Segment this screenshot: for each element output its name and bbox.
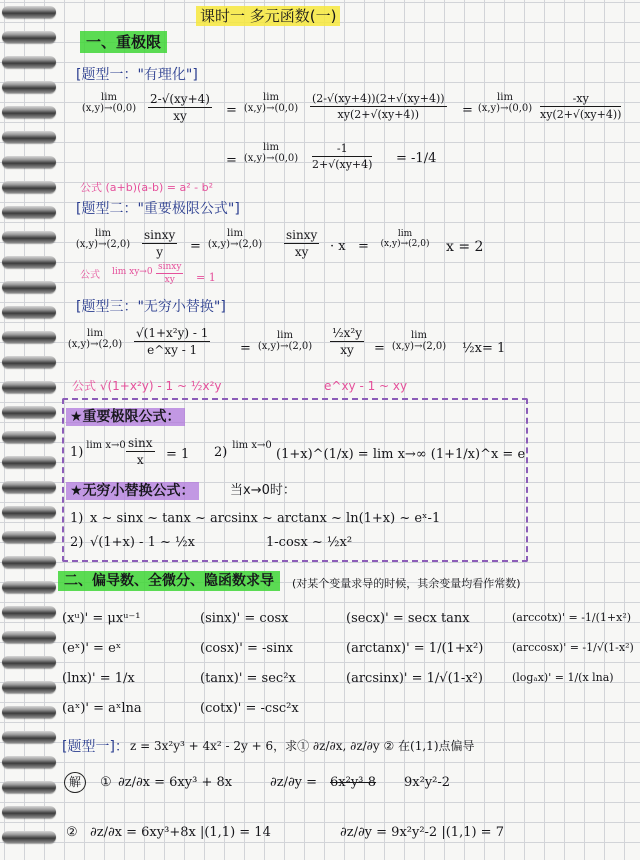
type1-frac4 <box>312 142 372 171</box>
type1-note-text: (a+b)(a-b) = a² - b² <box>105 181 214 194</box>
type1-lim1-sub: (x,y)→(0,0) <box>81 103 137 114</box>
derivative-formula: (tanx)' = sec²x <box>200 671 296 686</box>
binding-ring <box>2 231 56 243</box>
formula-idx2: 2) <box>70 535 84 550</box>
type1-lim1: lim (x,y)→(0,0) <box>74 92 144 114</box>
type2-label: [题型二："重要极限公式"] <box>76 201 240 217</box>
type2-note-frac-num: sinxy <box>158 262 182 272</box>
eq-sign: = <box>374 341 385 356</box>
type1-frac3-num: -xy <box>540 92 621 107</box>
formula-sub2a: √(1+x) - 1 ~ ½x <box>90 535 195 550</box>
formula-sub2b: 1-cosx ~ ½x² <box>266 535 353 550</box>
solution2-dzdy: ∂z/∂y = 9x²y²-2 |(1,1) = 7 <box>340 825 504 840</box>
derivative-formula: (cotx)' = -csc²x <box>200 701 299 716</box>
example-text: z = 3x²y³ + 4x² - 2y + 6，求① ∂z/∂x, ∂z/∂y ② 在(1,1)点偏导 <box>130 739 475 753</box>
section1-heading <box>80 34 167 51</box>
solution1-dzdx: ∂z/∂x = 6xy³ + 8x <box>118 775 233 790</box>
type3-note2: e^xy - 1 ~ xy <box>324 379 408 393</box>
type2-frac2-den: xy <box>294 245 309 259</box>
solution1-index: ① <box>100 775 112 790</box>
type3-lim3-sub: (x,y)→(2,0) <box>391 341 447 352</box>
binding-ring <box>2 831 56 843</box>
type3-frac1-den: e^xy - 1 <box>147 343 198 357</box>
section1-heading-text: 一、重极限 <box>80 31 167 53</box>
derivative-formula: (eˣ)' = eˣ <box>62 641 122 656</box>
type2-lim1: lim (x,y)→(2,0) <box>68 228 138 250</box>
binding-ring <box>2 331 56 343</box>
type1-frac1-num: 2-√(xy+4) <box>150 92 210 106</box>
binding-ring <box>2 481 56 493</box>
type1-frac2-den: xy(2+√(xy+4)) <box>337 108 419 121</box>
type1-frac1-den: xy <box>173 109 187 123</box>
type2-note-lim: lim xy→0 <box>112 267 153 277</box>
derivative-formula: (aˣ)' = aˣlna <box>62 701 142 716</box>
type1-lim2-sub: (x,y)→(0,0) <box>243 103 299 114</box>
type1-frac3 <box>540 92 621 121</box>
formula1-result: = 1 <box>166 447 190 462</box>
formula-heading1 <box>66 410 185 425</box>
formula2-lim: lim x→0 <box>232 440 272 451</box>
type2-lim3: lim (x,y)→(2,0) <box>368 230 442 250</box>
type1-lim4-sub: (x,y)→(0,0) <box>243 153 299 164</box>
type3-lim1: lim (x,y)→(2,0) <box>60 328 130 350</box>
type3-note <box>72 380 221 393</box>
type2-times-x: · x <box>330 239 346 254</box>
binding-ring <box>2 181 56 193</box>
type1-lim3-sub: (x,y)→(0,0) <box>477 103 533 114</box>
binding-ring <box>2 31 56 43</box>
binding-ring <box>2 156 56 168</box>
formula-heading2-cond: 当x→0时： <box>230 483 296 498</box>
binding-ring <box>2 506 56 518</box>
binding-ring <box>2 81 56 93</box>
binding-ring <box>2 756 56 768</box>
binding-ring <box>2 806 56 818</box>
eq-sign: = <box>462 103 473 118</box>
type3-lim1-sub: (x,y)→(2,0) <box>67 339 123 350</box>
example-label: [题型一]： <box>62 739 129 755</box>
page-title <box>196 8 340 25</box>
binding-ring <box>2 656 56 668</box>
type1-result: = -1/4 <box>396 151 437 166</box>
binding-ring <box>2 631 56 643</box>
type1-frac1 <box>148 92 212 123</box>
section2-heading-note: (对某个变量求导的时候，其余变量均看作常数) <box>292 577 521 590</box>
type2-note-frac-den: xy <box>164 275 175 285</box>
derivative-formula: (cosx)' = -sinx <box>200 641 293 656</box>
formula1-frac <box>126 436 155 467</box>
spiral-binding <box>0 0 58 860</box>
type1-frac4-den: 2+√(xy+4) <box>312 158 373 171</box>
binding-ring <box>2 56 56 68</box>
derivative-formula: (arcsinx)' = 1/√(1-x²) <box>346 671 483 686</box>
type2-frac1-den: y <box>156 245 164 259</box>
formula2-expr: (1+x)^(1/x) = lim x→∞ (1+1/x)^x = e <box>276 447 526 462</box>
binding-ring <box>2 456 56 468</box>
type3-lim2-sub: (x,y)→(2,0) <box>257 341 313 352</box>
eq-sign: = <box>226 103 237 118</box>
eq-sign: = <box>240 341 251 356</box>
type3-mid: ½x <box>462 341 482 356</box>
binding-ring <box>2 131 56 143</box>
type3-lim2: lim (x,y)→(2,0) <box>248 330 322 352</box>
binding-ring <box>2 556 56 568</box>
note-label: 公式 <box>80 181 102 194</box>
type2-note-result: = 1 <box>196 271 216 284</box>
formula-idx1: 1) <box>70 511 84 526</box>
type2-frac2 <box>284 228 319 259</box>
binding-ring <box>2 281 56 293</box>
type1-frac4-num: -1 <box>312 142 372 157</box>
binding-ring <box>2 781 56 793</box>
binding-ring <box>2 681 56 693</box>
derivative-formula: (sinx)' = cosx <box>200 611 289 626</box>
binding-ring <box>2 406 56 418</box>
derivative-formula: (arccosx)' = -1/√(1-x²) <box>512 641 634 654</box>
formula-idx2: 2) <box>214 445 228 460</box>
derivative-formula: (arccotx)' = -1/(1+x²) <box>512 611 632 624</box>
derivative-formula: (arctanx)' = 1/(1+x²) <box>346 641 484 656</box>
type3-label: [题型三："无穷小替换"] <box>76 299 226 315</box>
binding-ring <box>2 206 56 218</box>
type2-result: x = 2 <box>446 239 484 255</box>
type2-frac1 <box>142 228 177 259</box>
type2-lim2-sub: (x,y)→(2,0) <box>207 239 263 250</box>
type1-lim4: lim (x,y)→(0,0) <box>234 142 308 164</box>
formula-sub1: x ~ sinx ~ tanx ~ arcsinx ~ arctanx ~ ln(1+x) ~ eˣ-1 <box>90 511 441 526</box>
type2-lim1-sub: (x,y)→(2,0) <box>75 239 131 250</box>
type2-lim3-sub: (x,y)→(2,0) <box>380 238 430 249</box>
derivative-formula: (xᵘ)' = μxᵘ⁻¹ <box>62 611 141 626</box>
type2-note-frac <box>156 262 183 285</box>
type2-note <box>80 270 100 281</box>
type2-lim2: lim (x,y)→(2,0) <box>198 228 272 250</box>
type1-frac2-num: (2-√(xy+4))(2+√(xy+4)) <box>312 92 445 105</box>
solution2-dzdx: ∂z/∂x = 6xy³+8x |(1,1) = 14 <box>90 825 271 840</box>
formula-heading2-text: ★无穷小替换公式： <box>66 482 199 500</box>
type2-frac2-num: sinxy <box>286 228 318 242</box>
note-label: 公式 <box>80 270 100 281</box>
type3-frac1 <box>134 326 210 357</box>
type2-frac1-num: sinxy <box>144 228 176 242</box>
derivative-formula: (secx)' = secx tanx <box>346 611 470 626</box>
formula-heading2 <box>66 484 199 499</box>
type1-note <box>80 182 213 194</box>
eq-sign: = <box>358 239 369 254</box>
type1-lim3: lim (x,y)→(0,0) <box>470 92 540 114</box>
formula1-den: x <box>136 453 144 467</box>
type1-frac2 <box>310 92 447 121</box>
solution1-dzdy: ∂z/∂y = <box>270 775 318 790</box>
type3-frac2-den: xy <box>340 343 354 357</box>
page-title-text: 课时一 多元函数(一) <box>196 6 340 26</box>
type3-lim3: lim (x,y)→(2,0) <box>382 330 456 352</box>
binding-ring <box>2 706 56 718</box>
binding-ring <box>2 356 56 368</box>
type1-lim2: lim (x,y)→(0,0) <box>234 92 308 114</box>
binding-ring <box>2 306 56 318</box>
solution1-dzdy-result: 9x²y²-2 <box>404 775 451 790</box>
solution1-struck: 6x²y³-8 <box>330 775 377 790</box>
derivative-formula: (logₐx)' = 1/(x lna) <box>512 671 614 684</box>
binding-ring <box>2 731 56 743</box>
binding-ring <box>2 581 56 593</box>
formula-idx1: 1) <box>70 445 84 460</box>
type1-label: [题型一："有理化"] <box>76 67 198 83</box>
formula1-lim: lim x→0 <box>86 440 126 451</box>
binding-ring <box>2 106 56 118</box>
binding-ring <box>2 431 56 443</box>
formula-heading1-text: ★重要极限公式： <box>66 408 185 426</box>
binding-ring <box>2 531 56 543</box>
solution2-index: ② <box>66 825 78 840</box>
eq-sign: = <box>190 239 201 254</box>
binding-ring <box>2 381 56 393</box>
formula1-num: sinx <box>128 436 153 450</box>
derivative-formula: (lnx)' = 1/x <box>62 671 135 686</box>
binding-ring <box>2 606 56 618</box>
binding-ring <box>2 256 56 268</box>
eq-sign: = <box>226 153 237 168</box>
type3-frac2-num: ½x²y <box>332 326 362 340</box>
section2-heading-text: 二、偏导数、全微分、隐函数求导 <box>58 571 280 591</box>
type3-frac1-num: √(1+x²y) - 1 <box>136 326 209 340</box>
type3-result: = 1 <box>482 341 506 356</box>
type3-note-text: √(1+x²y) - 1 ~ ½x²y <box>99 379 222 393</box>
binding-ring <box>2 6 56 18</box>
note-label: 公式 <box>72 379 97 393</box>
type3-frac2 <box>330 326 364 357</box>
section2-heading <box>58 574 280 589</box>
solution-label: 解 <box>64 772 86 793</box>
type1-frac3-den: xy(2+√(xy+4)) <box>540 108 622 121</box>
